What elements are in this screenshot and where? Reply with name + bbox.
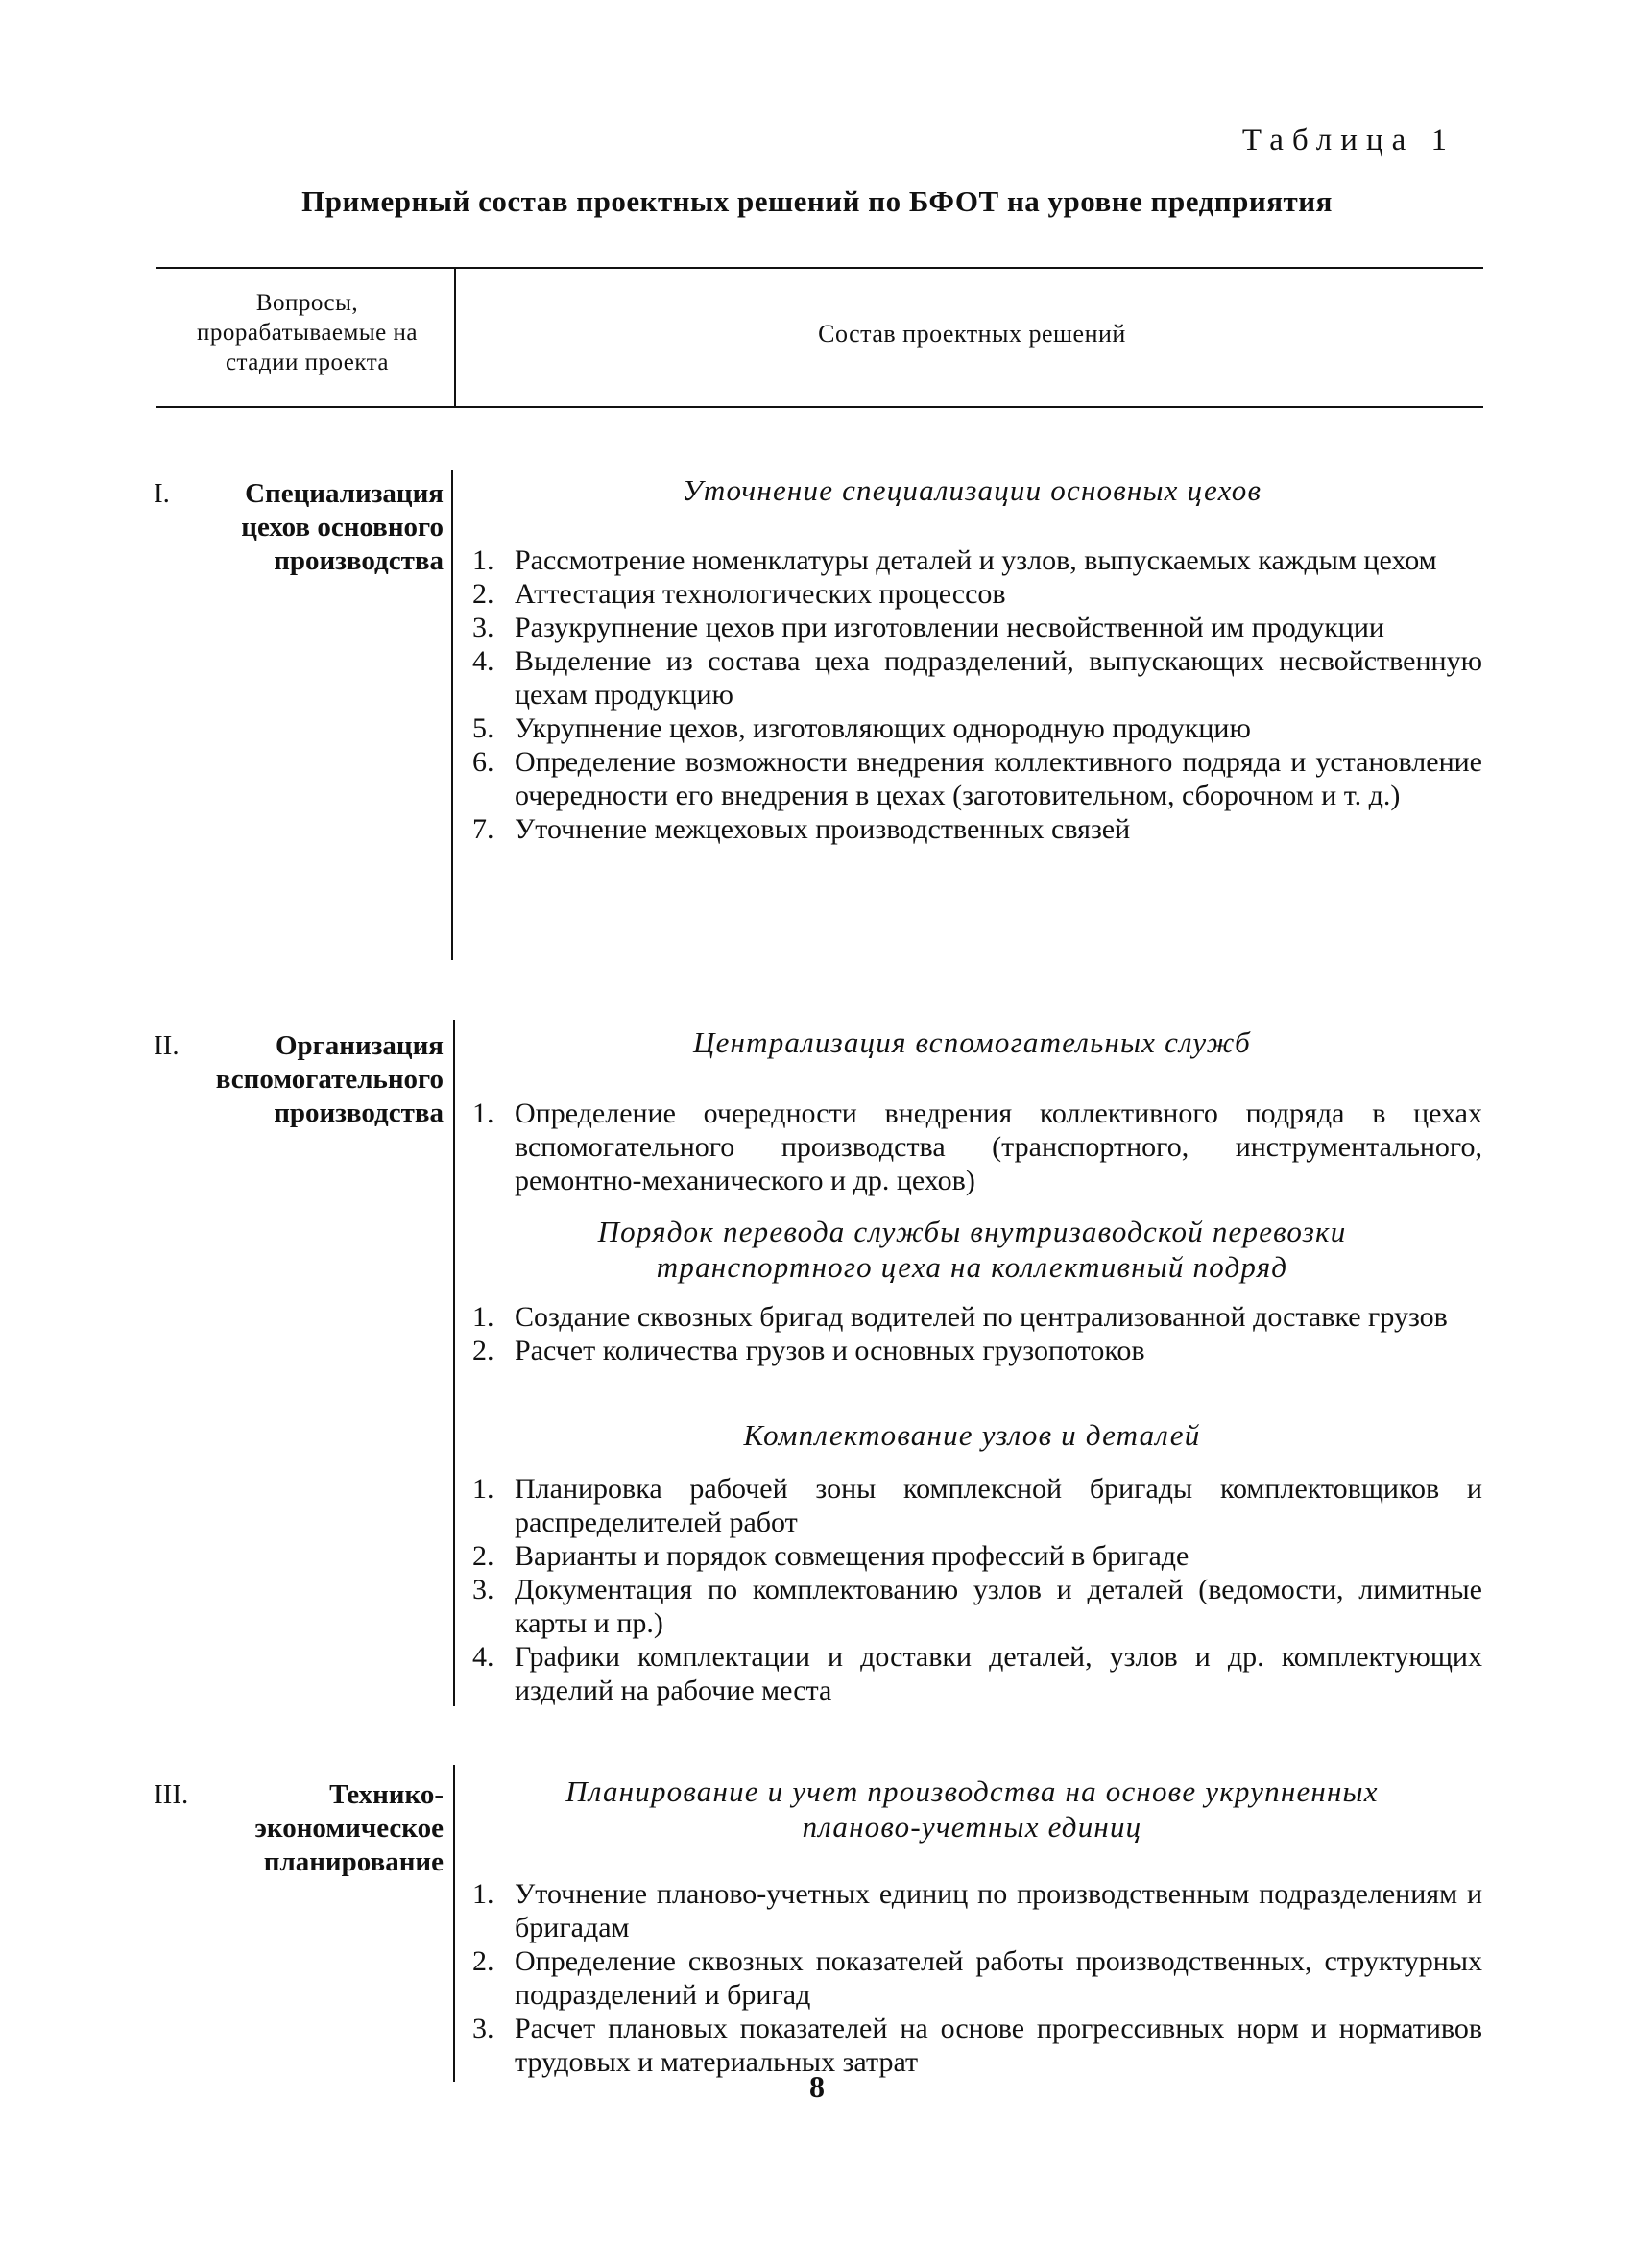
list-item: 3. Расчет плановых показателей на основе прогрессивных норм и нормативов трудовых и материальных затрат [472, 2013, 1482, 2078]
list-item: 2. Варианты и порядок совмещения профессий в бригаде [472, 1540, 1189, 1572]
section-1-heading: Уточнение специализации основных цехов [682, 473, 1262, 507]
list-item: 5. Укрупнение цехов, изготовляющих однородную продукцию [472, 712, 1251, 744]
header-bottom-rule [156, 406, 1483, 408]
list-item: 1. Рассмотрение номенклатуры деталей и узлов, выпускаемых каждым цехом [472, 544, 1437, 576]
section-1-label [154, 477, 444, 578]
table-title: Примерный состав проектных решений по БФОТ на уровне предприятия [301, 184, 1333, 218]
section-2-list-3 [472, 1472, 1482, 1707]
list-item: 1. Уточнение планово-учетных единиц по производственным подразделениям и бригадам [472, 1878, 1482, 1943]
section-2-list-2 [472, 1300, 1482, 1367]
section-3-heading: Планирование и учет производства на основе укрупненных планово-учетных единиц [565, 1774, 1379, 1844]
column-header-questions: Вопросы, прорабатываемые на стадии проекта [197, 290, 418, 375]
list-item: 1. Определение очередности внедрения коллективного подряда в цехах вспомогательного производства (транспортного, инструментального, ремонтно-механического и др. цехов) [472, 1098, 1482, 1196]
list-item: 6. Определение возможности внедрения коллективного подряда и установление очередности его внедрения в цехах (заготовительном, сборочном и т. д.) [472, 746, 1482, 811]
section-number: I. [154, 478, 170, 509]
section-title: Технико-экономическое планирование [254, 1779, 444, 1877]
section-3-label [154, 1778, 444, 1879]
section-2-heading-3: Комплектование узлов и деталей [743, 1418, 1201, 1452]
column-header-decisions: Состав проектных решений [818, 320, 1126, 348]
page-number: 8 [809, 2069, 825, 2104]
section-1-list [472, 543, 1482, 846]
list-item: 4. Графики комплектации и доставки деталей, узлов и др. комплектующих изделий на рабочие места [472, 1641, 1482, 1706]
section-title: Организация вспомогательного производства [215, 1030, 444, 1128]
table-label: Таблица 1 [1241, 123, 1455, 157]
list-item: 2. Расчет количества грузов и основных грузопотоков [472, 1335, 1145, 1366]
section-2-heading-2: Порядок перевода службы внутризаводской перевозки транспортного цеха на коллективный подряд [597, 1215, 1347, 1284]
header-column-divider [454, 268, 456, 407]
section-3-list [472, 1877, 1482, 2079]
list-item: 2. Определение сквозных показателей работы производственных, структурных подразделений и бригад [472, 1945, 1482, 2011]
section-3-divider [453, 1765, 455, 2082]
section-number: III. [154, 1779, 189, 1810]
list-item: 2. Аттестация технологических процессов [472, 578, 1006, 610]
section-title: Специализация цехов основного производства [241, 478, 444, 576]
section-2-label [154, 1029, 444, 1130]
section-1-divider [451, 470, 453, 960]
list-item: 3. Разукрупнение цехов при изготовлении несвойственной им продукции [472, 612, 1384, 643]
list-item: 4. Выделение из состава цеха подразделений, выпускающих несвойственную цехам продукцию [472, 645, 1482, 711]
section-2-heading-1: Централизация вспомогательных служб [693, 1025, 1251, 1059]
header-top-rule [156, 267, 1483, 269]
list-item: 7. Уточнение межцеховых производственных связей [472, 813, 1131, 845]
section-number: II. [154, 1030, 180, 1061]
section-2-divider [453, 1020, 455, 1706]
list-item: 3. Документация по комплектованию узлов и деталей (ведомости, лимитные карты и пр.) [472, 1574, 1482, 1639]
list-item: 1. Планировка рабочей зоны комплексной бригады комплектовщиков и распределителей работ [472, 1473, 1482, 1538]
section-2-list-1 [472, 1097, 1482, 1197]
list-item: 1. Создание сквозных бригад водителей по централизованной доставке грузов [472, 1301, 1448, 1333]
